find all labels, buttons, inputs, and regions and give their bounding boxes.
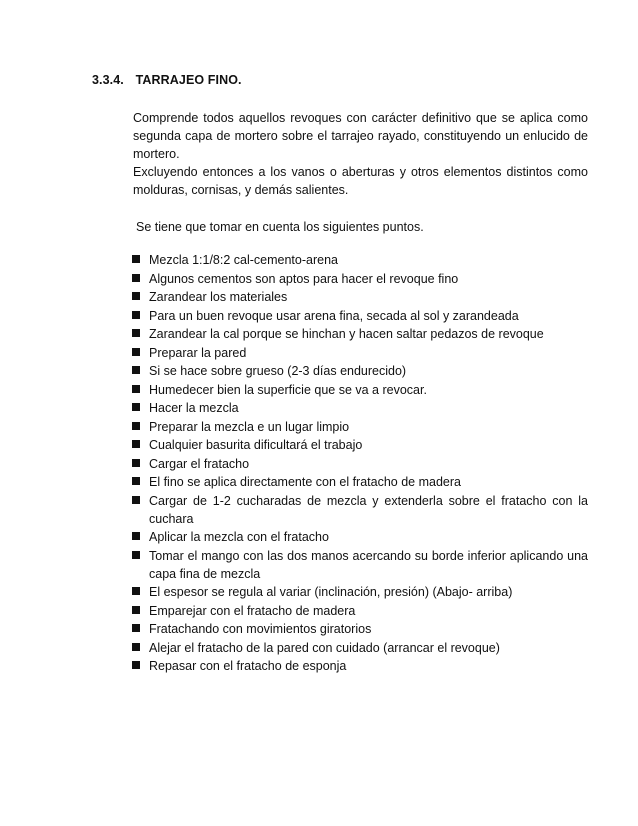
list-item	[133, 270, 588, 288]
list-item	[133, 547, 588, 583]
square-bullet-icon	[132, 255, 140, 263]
square-bullet-icon	[132, 440, 140, 448]
list-item	[133, 399, 588, 417]
list-item	[133, 473, 588, 491]
list-item	[133, 583, 588, 601]
square-bullet-icon	[132, 661, 140, 669]
list-item-text: Cargar de 1-2 cucharadas de mezcla y extenderla sobre el fratacho con la cuchara	[149, 493, 588, 526]
square-bullet-icon	[132, 311, 140, 319]
list-item	[133, 436, 588, 454]
square-bullet-icon	[132, 329, 140, 337]
list-item	[133, 325, 588, 343]
list-item-text: Si se hace sobre grueso (2-3 días endurecido)	[149, 364, 407, 378]
list-item	[133, 602, 588, 620]
list-intro: Se tiene que tomar en cuenta los siguientes puntos.	[136, 220, 424, 234]
list-item	[133, 288, 588, 306]
list-item-text: El fino se aplica directamente con el fratacho de madera	[149, 475, 461, 489]
list-item	[133, 251, 588, 269]
list-item-text: Zarandear la cal porque se hinchan y hacen saltar pedazos de revoque	[149, 327, 544, 341]
square-bullet-icon	[132, 292, 140, 300]
square-bullet-icon	[132, 348, 140, 356]
list-item-text: Emparejar con el fratacho de madera	[149, 603, 356, 618]
list-item-text: Algunos cementos son aptos para hacer el revoque fino	[149, 271, 459, 286]
list-item-text: Cargar el fratacho	[149, 456, 250, 471]
list-item	[133, 362, 588, 380]
list-item-text: Cualquier basurita dificultará el trabajo	[149, 438, 363, 452]
section-number: 3.3.4.	[92, 73, 124, 87]
square-bullet-icon	[132, 477, 140, 485]
square-bullet-icon	[132, 496, 140, 504]
bullet-list	[133, 251, 588, 675]
square-bullet-icon	[132, 366, 140, 374]
paragraph-exclusions: Excluyendo entonces a los vanos o aberturas y otros elementos distintos como molduras, cornisas, y demás salientes.	[133, 165, 588, 197]
list-item-text: Humedecer bien la superficie que se va a revocar.	[149, 382, 427, 397]
list-item-text: Mezcla 1:1/8:2 cal-cemento-arena	[149, 253, 338, 267]
list-item-text: Aplicar la mezcla con el fratacho	[149, 530, 329, 544]
list-item-text: El espesor se regula al variar (inclinación, presión) (Abajo- arriba)	[149, 585, 513, 599]
section-body	[133, 109, 588, 676]
list-item	[133, 639, 588, 657]
list-item-text: Repasar con el fratacho de esponja	[149, 659, 347, 673]
list-item	[133, 455, 588, 473]
list-item-text: Fratachando con movimientos giratorios	[149, 622, 372, 636]
square-bullet-icon	[132, 422, 140, 430]
section-title: TARRAJEO FINO.	[135, 73, 242, 87]
list-item	[133, 620, 588, 638]
list-item-text: Preparar la pared	[149, 345, 247, 360]
list-item-text: Alejar el fratacho de la pared con cuidado (arrancar el revoque)	[149, 640, 500, 655]
square-bullet-icon	[132, 643, 140, 651]
list-item	[133, 344, 588, 362]
section-heading	[92, 73, 242, 87]
list-item-text: Para un buen revoque usar arena fina, secada al sol y zarandeada	[149, 308, 519, 323]
list-item	[133, 307, 588, 325]
square-bullet-icon	[132, 551, 140, 559]
list-item-text: Zarandear los materiales	[149, 290, 288, 304]
list-item-text: Tomar el mango con las dos manos acercando su borde inferior aplicando una capa fina de mezcla	[149, 548, 588, 581]
square-bullet-icon	[132, 274, 140, 282]
square-bullet-icon	[132, 459, 140, 467]
list-item	[133, 528, 588, 546]
paragraph-description: Comprende todos aquellos revoques con carácter definitivo que se aplica como segunda capa de mortero sobre el tarrajeo rayado, constituyendo un enlucido de mortero.	[133, 111, 588, 161]
list-item-text: Hacer la mezcla	[149, 401, 239, 415]
square-bullet-icon	[132, 532, 140, 540]
list-item	[133, 492, 588, 528]
list-item	[133, 381, 588, 399]
list-item-text: Preparar la mezcla e un lugar limpio	[149, 419, 350, 434]
list-item	[133, 418, 588, 436]
list-item	[133, 657, 588, 675]
square-bullet-icon	[132, 385, 140, 393]
square-bullet-icon	[132, 606, 140, 614]
square-bullet-icon	[132, 587, 140, 595]
square-bullet-icon	[132, 403, 140, 411]
square-bullet-icon	[132, 624, 140, 632]
